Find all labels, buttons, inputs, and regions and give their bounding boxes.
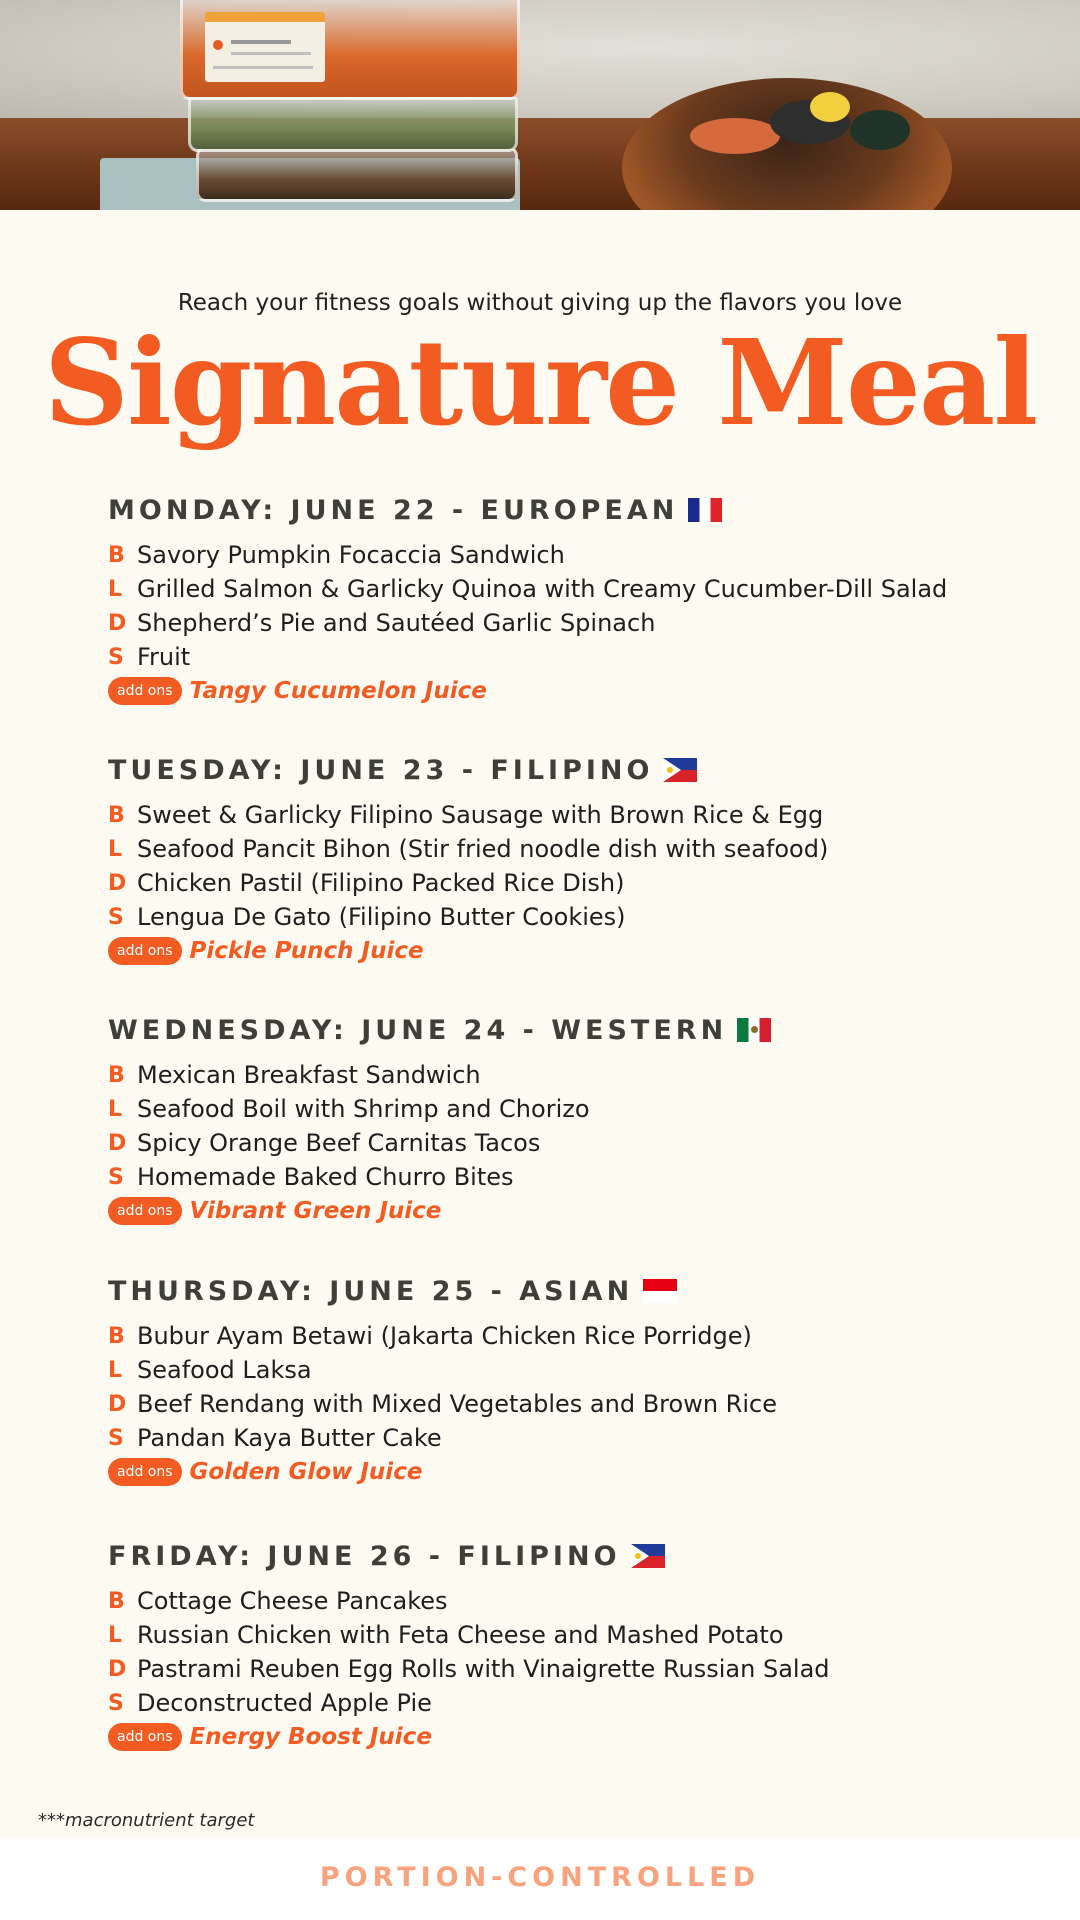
addon-badge: add ons — [108, 1458, 182, 1486]
meal-text: Sweet & Garlicky Filipino Sausage with Brown Rice & Egg — [137, 801, 824, 829]
meal-letter: B — [108, 542, 125, 568]
container-label — [205, 12, 325, 82]
meal-text: Savory Pumpkin Focaccia Sandwich — [137, 541, 565, 569]
addon-row — [108, 934, 1008, 968]
lemon-slice — [810, 92, 850, 122]
meal-text: Seafood Pancit Bihon (Stir fried noodle dish with seafood) — [137, 835, 829, 863]
meal-item-lunch — [108, 572, 1008, 606]
meal-letter: S — [108, 904, 124, 930]
meal-letter: L — [108, 1622, 123, 1648]
addon-juice: Golden Glow Juice — [189, 1459, 423, 1485]
meal-letter: D — [108, 1656, 127, 1682]
mussel — [850, 110, 910, 150]
meal-letter: D — [108, 870, 127, 896]
addon-row — [108, 1455, 1008, 1489]
day-heading-text: FRIDAY: JUNE 26 - FILIPINO — [108, 1540, 621, 1572]
day-section-tuesday — [108, 750, 1008, 968]
shrimp — [690, 118, 780, 154]
meal-item-snack — [108, 1160, 1008, 1194]
meal-text: Bubur Ayam Betawi (Jakarta Chicken Rice Porridge) — [137, 1322, 752, 1350]
addon-badge: add ons — [108, 677, 182, 705]
footnote: ***macronutrient target — [38, 1810, 255, 1831]
day-section-monday — [108, 490, 1008, 708]
meal-text: Russian Chicken with Feta Cheese and Mashed Potato — [137, 1621, 784, 1649]
meal-letter: B — [108, 1062, 125, 1088]
addon-row — [108, 674, 1008, 708]
addon-juice: Vibrant Green Juice — [189, 1198, 442, 1224]
meal-text: Cottage Cheese Pancakes — [137, 1587, 448, 1615]
meal-item-snack — [108, 640, 1008, 674]
page-title: Signature Meal — [43, 313, 1037, 452]
addon-badge: add ons — [108, 1197, 182, 1225]
day-heading — [108, 750, 1008, 790]
day-heading — [108, 1010, 1008, 1050]
meal-item-lunch — [108, 1618, 1008, 1652]
day-heading-text: WEDNESDAY: JUNE 24 - WESTERN — [108, 1014, 728, 1046]
meal-item-dinner — [108, 866, 1008, 900]
meal-item-lunch — [108, 1353, 1008, 1387]
meal-letter: S — [108, 1164, 124, 1190]
addon-juice: Energy Boost Juice — [189, 1724, 432, 1750]
meal-item-breakfast — [108, 1319, 1008, 1353]
meal-text: Grilled Salmon & Garlicky Quinoa with Creamy Cucumber-Dill Salad — [137, 575, 948, 603]
day-heading — [108, 1536, 1008, 1576]
mexico-flag-icon — [737, 1018, 771, 1042]
meal-letter: L — [108, 1096, 123, 1122]
meal-item-breakfast — [108, 1584, 1008, 1618]
tagline: Reach your fitness goals without giving up the flavors you love — [177, 290, 903, 316]
meal-item-dinner — [108, 1387, 1008, 1421]
meal-text: Fruit — [137, 643, 191, 671]
meal-item-breakfast — [108, 798, 1008, 832]
meal-text: Pandan Kaya Butter Cake — [137, 1424, 442, 1452]
addon-row — [108, 1194, 1008, 1228]
meal-container — [188, 92, 518, 152]
meal-text: Deconstructed Apple Pie — [137, 1689, 432, 1717]
meal-letter: B — [108, 802, 125, 828]
day-section-thursday — [108, 1271, 1008, 1489]
meal-letter: S — [108, 644, 124, 670]
meal-letter: L — [108, 576, 123, 602]
addon-badge: add ons — [108, 1723, 182, 1751]
day-heading-text: TUESDAY: JUNE 23 - FILIPINO — [108, 754, 654, 786]
meal-item-dinner — [108, 1652, 1008, 1686]
france-flag-icon — [688, 498, 722, 522]
meal-text: Homemade Baked Churro Bites — [137, 1163, 514, 1191]
meal-text: Beef Rendang with Mixed Vegetables and Brown Rice — [137, 1390, 777, 1418]
day-section-wednesday — [108, 1010, 1008, 1228]
day-heading-text: THURSDAY: JUNE 25 - ASIAN — [108, 1275, 634, 1307]
day-heading — [108, 1271, 1008, 1311]
meal-text: Seafood Boil with Shrimp and Chorizo — [137, 1095, 590, 1123]
meal-letter: B — [108, 1323, 125, 1349]
meal-text: Pastrami Reuben Egg Rolls with Vinaigrette Russian Salad — [137, 1655, 830, 1683]
day-section-friday — [108, 1536, 1008, 1754]
meal-text: Shepherd’s Pie and Sautéed Garlic Spinach — [137, 609, 656, 637]
philippines-flag-icon — [663, 758, 697, 782]
addon-juice: Pickle Punch Juice — [189, 938, 424, 964]
meal-letter: D — [108, 1130, 127, 1156]
meal-letter: L — [108, 1357, 123, 1383]
meal-item-lunch — [108, 1092, 1008, 1126]
day-heading — [108, 490, 1008, 530]
hero-photo — [0, 0, 1080, 210]
meal-letter: D — [108, 1391, 127, 1417]
meal-text: Chicken Pastil (Filipino Packed Rice Dish) — [137, 869, 625, 897]
addon-juice: Tangy Cucumelon Juice — [189, 678, 487, 704]
footer-text: PORTION-CONTROLLED — [319, 1862, 761, 1893]
hero-wall — [0, 0, 1080, 120]
meal-text: Lengua De Gato (Filipino Butter Cookies) — [137, 903, 626, 931]
meal-letter: B — [108, 1588, 125, 1614]
meal-letter: L — [108, 836, 123, 862]
meal-item-dinner — [108, 1126, 1008, 1160]
meal-letter: S — [108, 1690, 124, 1716]
addon-badge: add ons — [108, 937, 182, 965]
meal-item-breakfast — [108, 538, 1008, 572]
meal-letter: S — [108, 1425, 124, 1451]
meal-text: Seafood Laksa — [137, 1356, 312, 1384]
day-heading-text: MONDAY: JUNE 22 - EUROPEAN — [108, 494, 679, 526]
meal-item-lunch — [108, 832, 1008, 866]
meal-letter: D — [108, 610, 127, 636]
meal-item-breakfast — [108, 1058, 1008, 1092]
meal-item-dinner — [108, 606, 1008, 640]
addon-row — [108, 1720, 1008, 1754]
meal-text: Mexican Breakfast Sandwich — [137, 1061, 481, 1089]
meal-text: Spicy Orange Beef Carnitas Tacos — [137, 1129, 541, 1157]
meal-item-snack — [108, 1421, 1008, 1455]
meal-item-snack — [108, 900, 1008, 934]
indonesia-flag-icon — [643, 1279, 677, 1303]
philippines-flag-icon — [631, 1544, 665, 1568]
meal-container — [196, 146, 518, 202]
meal-item-snack — [108, 1686, 1008, 1720]
